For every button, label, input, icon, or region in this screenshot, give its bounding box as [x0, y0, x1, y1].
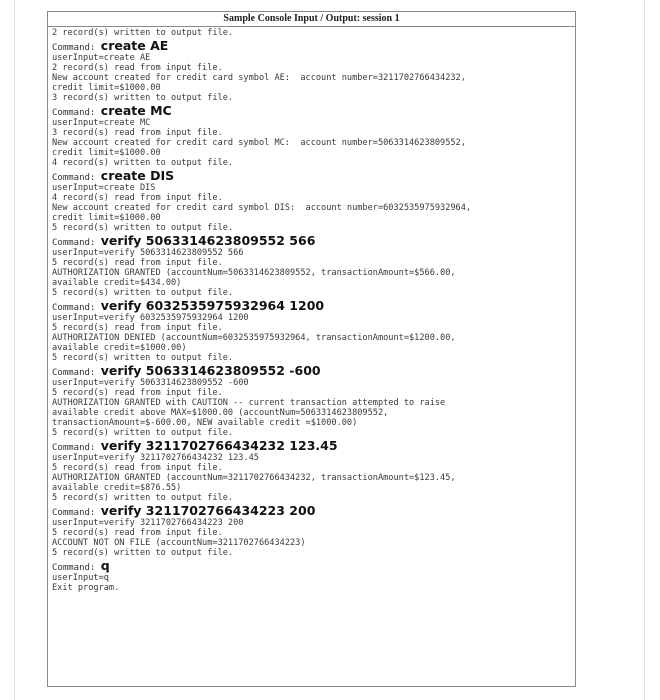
output-line: 5 record(s) written to output file.	[52, 353, 234, 363]
output-line: available credit=$1000.00)	[52, 343, 187, 353]
page-edge-right	[644, 0, 645, 700]
command-line	[52, 168, 575, 183]
output-line: userInput=q	[52, 573, 109, 583]
command-line	[52, 38, 575, 53]
command-line	[52, 438, 575, 453]
command-label: Command:	[52, 238, 101, 248]
output-line: New account created for credit card symbol AE: account number=3211702766434232,	[52, 73, 466, 83]
output-line: credit limit=$1000.00	[52, 213, 161, 223]
command-text: verify 3211702766434232 123.45	[100, 438, 338, 453]
output-line: 5 record(s) written to output file.	[52, 548, 234, 558]
output-line: credit limit=$1000.00	[52, 83, 161, 93]
output-line: 5 record(s) read from input file.	[52, 323, 223, 333]
output-line: userInput=verify 3211702766434232 123.45	[52, 453, 259, 463]
output-line: credit limit=$1000.00	[52, 148, 161, 158]
output-line: transactionAmount=$-600.00, NEW available credit =$1000.00)	[52, 418, 358, 428]
command-label: Command:	[52, 368, 101, 378]
page-edge-left	[14, 0, 15, 700]
command-label: Command:	[52, 563, 101, 573]
command-line	[52, 558, 575, 573]
output-line: 5 record(s) read from input file.	[52, 258, 223, 268]
command-label: Command:	[52, 43, 101, 53]
command-text: create AE	[100, 38, 169, 53]
output-line: 5 record(s) read from input file.	[52, 388, 223, 398]
output-line: 5 record(s) written to output file.	[52, 428, 234, 438]
command-label: Command:	[52, 108, 101, 118]
command-text: verify 5063314623809552 -600	[100, 363, 321, 378]
output-line: AUTHORIZATION GRANTED (accountNum=5063314623809552, transactionAmount=$566.00,	[52, 268, 456, 278]
output-line: 2 record(s) read from input file.	[52, 63, 223, 73]
output-line: 5 record(s) written to output file.	[52, 223, 234, 233]
console-session-box	[47, 11, 576, 687]
output-line: 3 record(s) read from input file.	[52, 128, 223, 138]
output-line: 3 record(s) written to output file.	[52, 93, 234, 103]
output-line: ACCOUNT NOT ON FILE (accountNum=3211702766434223)	[52, 538, 306, 548]
command-text: verify 3211702766434223 200	[100, 503, 316, 518]
output-line: AUTHORIZATION GRANTED with CAUTION -- current transaction attempted to raise	[52, 398, 446, 408]
command-text: verify 6032535975932964 1200	[100, 298, 325, 313]
output-line: AUTHORIZATION DENIED (accountNum=6032535975932964, transactionAmount=$1200.00,	[52, 333, 456, 343]
output-line: AUTHORIZATION GRANTED (accountNum=3211702766434232, transactionAmount=$123.45,	[52, 473, 456, 483]
output-line: 5 record(s) read from input file.	[52, 528, 223, 538]
output-line: 4 record(s) read from input file.	[52, 193, 223, 203]
session-title: Sample Console Input / Output: session 1	[48, 12, 575, 27]
output-line: userInput=verify 5063314623809552 -600	[52, 378, 249, 388]
command-line	[52, 503, 575, 518]
output-line: 5 record(s) written to output file.	[52, 493, 234, 503]
output-line: userInput=verify 6032535975932964 1200	[52, 313, 249, 323]
command-line	[52, 103, 575, 118]
output-line: Exit program.	[52, 583, 120, 593]
command-label: Command:	[52, 173, 101, 183]
command-text: create MC	[100, 103, 172, 118]
output-line: available credit=$876.55)	[52, 483, 182, 493]
output-line: userInput=verify 5063314623809552 566	[52, 248, 244, 258]
output-line: userInput=create MC	[52, 118, 151, 128]
output-line: 5 record(s) written to output file.	[52, 288, 234, 298]
command-line	[52, 298, 575, 313]
command-label: Command:	[52, 303, 101, 313]
output-line: New account created for credit card symbol MC: account number=5063314623809552,	[52, 138, 466, 148]
output-line: available credit=$434.00)	[52, 278, 182, 288]
output-line: 5 record(s) read from input file.	[52, 463, 223, 473]
output-line: 4 record(s) written to output file.	[52, 158, 234, 168]
command-text: create DIS	[100, 168, 175, 183]
output-line: available credit above MAX=$1000.00 (accountNum=5063314623809552,	[52, 408, 389, 418]
output-line: userInput=create AE	[52, 53, 151, 63]
command-text: q	[100, 558, 110, 573]
console-output	[48, 27, 575, 593]
command-text: verify 5063314623809552 566	[100, 233, 316, 248]
command-label: Command:	[52, 508, 101, 518]
output-line: 2 record(s) written to output file.	[52, 28, 234, 38]
output-line: userInput=verify 3211702766434223 200	[52, 518, 244, 528]
command-line	[52, 233, 575, 248]
output-line: userInput=create DIS	[52, 183, 156, 193]
command-line	[52, 363, 575, 378]
command-label: Command:	[52, 443, 101, 453]
output-line: New account created for credit card symbol DIS: account number=6032535975932964,	[52, 203, 472, 213]
